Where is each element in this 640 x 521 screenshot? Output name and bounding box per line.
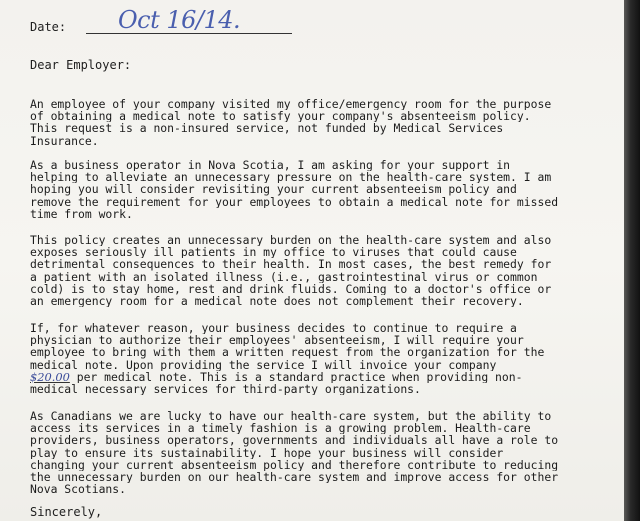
photo-edge-shadow bbox=[624, 0, 640, 521]
paragraph-line: of obtaining a medical note to satisfy your company's absenteeism policy. bbox=[30, 110, 531, 123]
handwritten-fee-amount: $20.00 bbox=[30, 370, 70, 384]
paragraph-line: a patient with an isolated illness (i.e., gastrointestinal virus or common bbox=[30, 270, 538, 283]
paragraph-line: per medical note. This is a standard practice when providing non- bbox=[76, 370, 523, 384]
paragraph-line: time from work. bbox=[30, 207, 133, 221]
paragraph-line: cold) is to stay home, rest and drink fluids. Coming to a doctor's office or bbox=[30, 282, 552, 296]
paragraph-line: As Canadians we are lucky to have our health-care system, but the ability to bbox=[30, 410, 552, 423]
paragraph-1 bbox=[30, 98, 614, 147]
paragraph-line: employee to bring with them a written request from the organization for the bbox=[30, 346, 545, 359]
salutation: Dear Employer: bbox=[30, 58, 132, 72]
paragraph-5 bbox=[30, 410, 614, 495]
paragraph-line: physician to authorize their employees' absenteeism, I will require your bbox=[30, 334, 524, 347]
paragraph-line: An employee of your company visited my office/emergency room for the purpose bbox=[30, 98, 552, 111]
paragraph-line: remove the requirement for your employees to obtain a medical note for missed bbox=[30, 195, 559, 208]
paragraph-line: Insurance. bbox=[30, 134, 99, 147]
paragraph-line: As a business operator in Nova Scotia, I am asking for your support in bbox=[30, 159, 511, 172]
paragraph-3 bbox=[30, 234, 614, 307]
paragraph-line: an emergency room for a medical note does not complement their recovery. bbox=[30, 295, 524, 308]
paragraph-line: detrimental consequences to their health. In most cases, the best remedy for bbox=[30, 258, 552, 271]
paragraph-line: exposes seriously ill patients in my office to viruses that could cause bbox=[30, 246, 517, 259]
paragraph-line: This policy creates an unnecessary burden on the health-care system and also bbox=[30, 234, 552, 247]
paragraph-line-with-amount bbox=[30, 371, 614, 383]
date-row bbox=[30, 6, 290, 38]
paragraph-line: medical necessary services for third-party organizations. bbox=[30, 383, 421, 396]
paragraph-4 bbox=[30, 322, 614, 395]
paragraph-line: access its services in a timely fashion is a growing problem. Health-care bbox=[30, 422, 531, 435]
closing: Sincerely, bbox=[30, 505, 103, 519]
paragraph-line: hoping you will consider revisiting your current absenteeism policy and bbox=[30, 183, 517, 196]
paragraph-2 bbox=[30, 159, 614, 220]
handwritten-date: Oct 16/14. bbox=[118, 6, 241, 34]
paragraph-line: the unnecessary burden on our health-care system and improve access for other bbox=[30, 471, 559, 484]
paragraph-line: This request is a non-insured service, not funded by Medical Services bbox=[30, 122, 504, 135]
paragraph-line: medical note. Upon providing the service I will invoice your company bbox=[30, 358, 497, 371]
paragraph-line: changing your current absenteeism policy and therefore contribute to reducing bbox=[30, 458, 559, 472]
paragraph-line: play to ensure its sustainability. I hope your business will consider bbox=[30, 446, 504, 459]
paragraph-line: Nova Scotians. bbox=[30, 483, 127, 496]
paragraph-line: providers, business operators, governments and individuals all have a role to bbox=[30, 434, 559, 447]
paragraph-line: helping to alleviate an unnecessary pressure on the health-care system. I am bbox=[30, 171, 552, 184]
date-label: Date: bbox=[30, 20, 67, 34]
paragraph-line: If, for whatever reason, your business decides to continue to require a bbox=[30, 322, 517, 335]
